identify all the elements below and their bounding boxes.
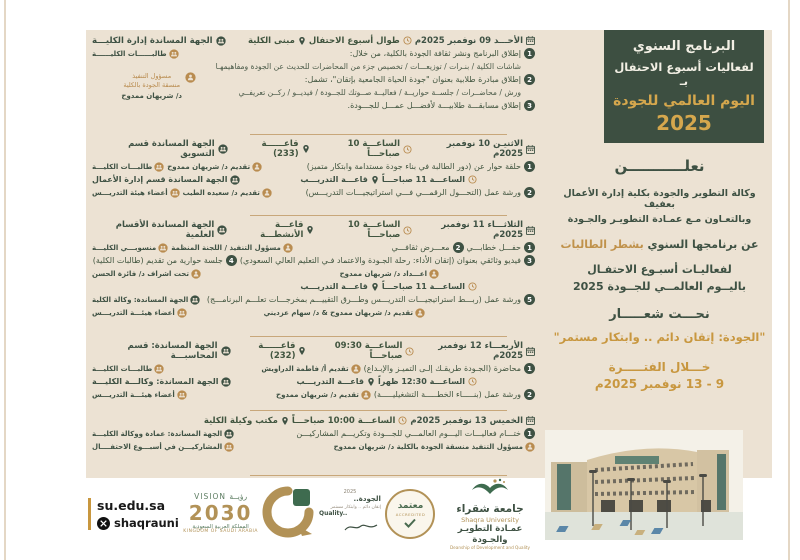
- people-icon: [154, 364, 164, 374]
- location-pin-icon: [302, 144, 310, 154]
- person-badge-icon: [191, 269, 201, 279]
- schedule-item: [92, 294, 535, 305]
- clock-icon: [405, 347, 414, 356]
- item-text: شاشات الكلية / بنـرات / توزيعـــات / تخصيص جزء من المحاضرات للحديث عن الجودة ومفاهيمهـا: [215, 62, 521, 71]
- university-emblem-icon: [469, 478, 511, 498]
- day-block-sunday: [92, 32, 535, 136]
- schedule-item: [92, 48, 535, 59]
- executor-label: مسؤول التنفيذ منسقة الجودة بالكلية د/ شريهان ممدوح: [333, 442, 523, 451]
- shaqra-university-logo: [440, 478, 540, 551]
- support-entity: الجهة المساندة قسم إدارة الأعمال: [92, 175, 228, 184]
- item-number-badge: 1: [524, 161, 535, 172]
- session-time: الساعـــة 12:30 ظهراً: [378, 377, 465, 386]
- location-pin-icon: [298, 346, 306, 356]
- item-text: ختـــام فعاليـــات اليـــوم العالمـــي للجـــودة وتكريـــم المشاركيـــن: [296, 429, 521, 438]
- announce-program: [547, 238, 772, 251]
- day-time: الساعـــة 10:00 صباحـــاً: [291, 415, 396, 426]
- people-icon: [218, 144, 228, 154]
- day-header: [92, 415, 535, 426]
- people-icon: [216, 36, 226, 46]
- presenter-chip: [167, 162, 262, 172]
- announce-program-branch: بشطر الطالبات: [560, 238, 644, 251]
- location-pin-icon: [281, 416, 289, 426]
- calendar-icon: [526, 145, 535, 154]
- quality-motto-block: [319, 489, 381, 539]
- clock-icon: [403, 226, 412, 235]
- clock-icon: [403, 36, 412, 45]
- audience-label: طالبـــات الكليـــة: [92, 364, 153, 373]
- program-title-line2: لفعاليات أسبوع الاحتفال بـ: [614, 60, 754, 88]
- vision-country-en: KINGDOM OF SAUDI ARABIA: [183, 528, 258, 534]
- program-title-year: 2025: [656, 111, 712, 135]
- day-block-tuesday: [92, 217, 535, 338]
- audience-label: أعضاء هيئة التدريـــس: [92, 188, 168, 197]
- item-text: ورشة عمل (التحـــول الرقمـــي فـــي استراتيجيـــات التدريـــس): [305, 188, 521, 197]
- people-icon: [224, 442, 234, 452]
- audience-chip: [92, 308, 187, 318]
- quality-slogan-small: إتقان دائم .. وابتكار مستمر: [330, 504, 381, 510]
- announce-agency: وكالة التطوير والجودة بكلية إدارة الأعمال بعفيف: [563, 188, 756, 210]
- audience-chip: [92, 364, 164, 374]
- session-subheader: [92, 174, 535, 185]
- day-time: الساعـــة 10 صباحـــاً: [347, 139, 401, 159]
- schedule-item: [92, 428, 535, 439]
- right-border-line: [788, 0, 790, 560]
- day-date: الاثنيـن 10 نوفمبر 2025م: [446, 139, 523, 159]
- people-icon: [230, 175, 240, 185]
- clock-icon: [403, 145, 412, 154]
- people-icon: [158, 243, 168, 253]
- presenter-icon: [415, 308, 425, 318]
- day-block-monday: [92, 136, 535, 217]
- website-url: su.edu.sa: [97, 498, 166, 513]
- social-handle: shaqrauni: [114, 516, 179, 530]
- executor-name: د/ شريهان ممدوح: [121, 91, 182, 100]
- audience-label: منسوبـــي الكليـــة: [92, 243, 157, 252]
- session-location: قاعـــة التدريـــب: [296, 377, 364, 386]
- item-number-badge: 2: [524, 74, 535, 85]
- announce-heading: نعلـــــــــــن: [614, 157, 705, 175]
- day-location: قاعــــــة (233): [261, 139, 299, 159]
- item-text: ورش / محاضــرات / جلســة حواريــة / فعاليــة صــوتك للجــودة / فيديــو / ركــن تعريفــي: [238, 88, 521, 97]
- vision-country-ar: المملكة العربية السعودية: [192, 523, 249, 530]
- deanship-name-en: Deanship of Development and Quality: [449, 545, 531, 551]
- schedule-item-continuation: [92, 61, 535, 72]
- item-number-badge: 2: [524, 389, 535, 400]
- schedule-item: [92, 100, 535, 111]
- day-location: قاعـــة الأنشطـــة: [260, 220, 304, 240]
- presenter-chip: [261, 364, 360, 374]
- support-entity: الجهة المساندة إدارة الكليـــة: [92, 35, 213, 46]
- audience-chip: [92, 442, 234, 452]
- calendar-icon: [526, 347, 535, 356]
- credits-row: [92, 441, 535, 452]
- vision-ar: رؤيــة: [229, 492, 248, 502]
- program-title-line1: البرنامج السنوي: [632, 39, 736, 54]
- day-header: [92, 35, 535, 46]
- audience-chip: [92, 243, 168, 253]
- people-icon: [221, 346, 231, 356]
- executor-role: مسؤول التنفيذ: [132, 72, 172, 80]
- university-building-photo: [545, 430, 743, 540]
- period-dates: 9 - 13 نوفمبر 2025م: [594, 377, 725, 391]
- audience-chip: [92, 390, 187, 400]
- announce-day: باليــوم العالمــي للجــودة 2025: [573, 280, 746, 293]
- person-badge-icon: [185, 72, 196, 83]
- person-badge-icon: [525, 442, 535, 452]
- people-icon: [169, 49, 179, 59]
- vision-2030-logo: [183, 493, 258, 534]
- support-entity: الجهة المساندة: وكالـــة الكليـــة: [92, 377, 219, 386]
- day-location: قاعــــــة (232): [258, 341, 296, 361]
- clock-icon: [468, 175, 477, 184]
- presenter-label: تقديم د/ شريهان ممدوح & د/ سهام عزديني: [263, 308, 413, 317]
- day-time: طوال أسبوع الاحتفال: [308, 35, 400, 46]
- accredited-seal: [385, 489, 435, 539]
- x-social-icon: [97, 517, 110, 530]
- item-text: ورشة عمل (بنـــــاء الخطـــــة التشغيليـــــة): [373, 390, 521, 399]
- support-entity: الجهة المساندة قسم التسويق: [128, 139, 215, 159]
- checkmark-icon: [404, 518, 416, 528]
- period-label: خـــلال الفتـــــرة: [608, 360, 711, 374]
- presenter-icon: [262, 188, 272, 198]
- audience-label: طالبـــات الكليـــة: [92, 162, 153, 171]
- people-icon: [224, 429, 234, 439]
- presenter-icon: [351, 364, 361, 374]
- item-number-badge: 3: [524, 255, 535, 266]
- support-entity: الجهة المساندة الأقسام العلمية: [115, 220, 215, 240]
- session-location: قاعـــة التدريـــب: [300, 175, 368, 184]
- seal-text-en: ACCREDITED: [395, 511, 426, 517]
- content-card: [86, 30, 772, 478]
- schedule-item: [92, 389, 535, 400]
- people-icon: [190, 295, 200, 305]
- quality-q-logo: [262, 486, 314, 542]
- announce-cooperation: وبالتعـاون مـع عمـادة التطويـر والجـودة: [567, 214, 752, 225]
- executor-block: [100, 72, 196, 101]
- university-name-en: Shaqra University: [461, 515, 519, 524]
- program-title-box: [604, 30, 764, 143]
- item-number-badge: 2: [524, 187, 535, 198]
- support-entity: الجهة المساندة: قسم المحاسبـــة: [127, 341, 218, 361]
- supervisor-label: تحت اشراف د/ فائزة الحسن: [92, 269, 189, 278]
- audience-label: المشاركيـــن في أسبـــوع الاحتفــــال: [92, 442, 223, 451]
- presenter-icon: [361, 390, 371, 400]
- presenter-label: تقديم أ/ فاطمة الدراويش: [261, 364, 349, 373]
- executor-chip: [171, 243, 293, 253]
- announcement-panel: [547, 30, 772, 478]
- executor-chip: [334, 442, 535, 452]
- vision-en: VISION: [194, 492, 226, 502]
- session-time: الساعـــة 11 صباحـــاً: [381, 175, 465, 184]
- item-number-badge: 1: [524, 48, 535, 59]
- location-pin-icon: [367, 377, 375, 387]
- quality-year: 2025: [343, 488, 357, 495]
- item-text: إطلاق مسابقـــة طلابيـــة لأفضـــل عمـــل للجـــودة.: [347, 101, 521, 110]
- footer-logo-strip: [88, 484, 540, 551]
- people-icon: [170, 188, 180, 198]
- social-row: [97, 516, 179, 530]
- location-pin-icon: [371, 175, 379, 185]
- program-title-line3: اليوم العالمي للجودة: [613, 93, 755, 109]
- schedule-item: [92, 255, 535, 266]
- presenter-label: تقديم د/ شريهان ممدوح: [276, 390, 359, 399]
- executor-title: منسقة الجودة بالكلية: [123, 81, 181, 90]
- day-time: الساعـــة 10 صباحـــاً: [347, 220, 401, 240]
- university-links-block: [88, 498, 179, 530]
- item-text: معـــرض ثقافـــي: [391, 243, 450, 252]
- day-time: الساعـــة 09:30 صباحـــاً: [334, 341, 403, 361]
- day-date: الأحـــد 09 نوفمبر 2025م: [414, 35, 523, 46]
- quality-title-en: Quality..: [318, 510, 348, 518]
- credits-row: [92, 307, 535, 318]
- item-number-badge: 2: [453, 242, 464, 253]
- presenter-chip: [264, 308, 425, 318]
- person-badge-icon: [283, 243, 293, 253]
- location-pin-icon: [306, 225, 314, 235]
- day-date: الثلاثـــاء 11 نوفمبر 2025م: [441, 220, 523, 240]
- item-number-badge: 1: [524, 242, 535, 253]
- people-icon: [177, 308, 187, 318]
- left-border-line: [4, 0, 6, 560]
- audience-chip: [92, 188, 180, 198]
- session-subheader: [92, 281, 535, 292]
- clock-icon: [398, 416, 407, 425]
- audience-label: طالبــــــات الكليــــــة: [92, 49, 167, 58]
- presenter-label: تقديم د/ سعيده الطيب: [182, 188, 260, 197]
- item-text: إطلاق البرنامج ونشر ثقافة الجودة بالكلية، من خلال:: [349, 49, 521, 58]
- university-name-ar: جامعة شقراء: [456, 502, 524, 515]
- executor-text: [121, 72, 182, 101]
- people-icon: [154, 162, 164, 172]
- audience-label: أعضاء هيئـــة التدريـــس: [92, 390, 175, 399]
- calendar-icon: [526, 416, 535, 425]
- support-label: الجهة المساندة: وكالة الكلية: [92, 295, 189, 304]
- session-subheader: [92, 376, 535, 387]
- location-pin-icon: [298, 36, 306, 46]
- item-text: إطلاق مبادرة طلابية بعنوان "جودة الحياة الجامعية بإتقان"، تشمل:: [304, 75, 521, 84]
- calendar-icon: [526, 36, 535, 45]
- schedule-item: [92, 187, 535, 198]
- schedule-area: [86, 30, 543, 478]
- audience-label: أعضاء هيئـــة التدريـــس: [92, 308, 175, 317]
- signature-scribble: [341, 521, 381, 533]
- item-text: محاضرة (الجـودة طريقـك إلـى التميـز والإبـداع): [363, 364, 521, 373]
- preparer-chip: [340, 269, 439, 279]
- clock-icon: [468, 282, 477, 291]
- executor-label: مسؤول التنفيذ / اللجنة المنظمة: [171, 243, 281, 252]
- session-time: الساعـــة 11 صباحـــاً: [381, 282, 465, 291]
- announce-program-text: عن برنامجها السنوي: [647, 238, 759, 251]
- quality-slogan: "الجودة: إتقان دائم .. وابتكار مستمر": [553, 330, 766, 344]
- item-number-badge: 4: [226, 255, 237, 266]
- clock-icon: [468, 377, 477, 386]
- item-text: جلسة حوارية من تقديم (طالبات الكلية): [92, 256, 223, 265]
- deanship-name-ar: عمـادة التطويـر والجـودة: [457, 523, 523, 545]
- presenter-chip: [183, 188, 272, 198]
- day-location: مبنى الكلية: [247, 35, 295, 46]
- day-block-thursday: [92, 412, 535, 477]
- people-icon: [177, 390, 187, 400]
- item-text: فيديو وثائقي بعنوان (إتقان الأداء: رحلة الجـودة والاعتماد فـي التعليم العالي السعودي): [239, 256, 521, 265]
- calendar-icon: [526, 226, 535, 235]
- day-date: الأربعـــاء 12 نوفمبر 2025م: [438, 341, 523, 361]
- schedule-item: [92, 161, 535, 172]
- announce-under-motto: نحـــت شعـــــار: [609, 307, 710, 322]
- seal-text-ar: معتمد: [397, 500, 424, 511]
- preparer-label: اعـــداد د/ شريهان ممدوح: [339, 269, 427, 278]
- item-number-badge: 5: [524, 294, 535, 305]
- quality-title-ar: الجودة..: [353, 495, 381, 504]
- item-number-badge: 1: [524, 363, 535, 374]
- people-icon: [217, 225, 227, 235]
- person-badge-icon: [429, 269, 439, 279]
- location-pin-icon: [371, 282, 379, 292]
- supervisor-chip: [92, 269, 201, 279]
- audience-chip: [92, 162, 164, 172]
- item-text: ورشة عمل (ربـــط استراتيجيـــات التدريـــس وطـــرق التقييـــم بمخرجـــات تعلـــم البرنامـــج): [206, 295, 521, 304]
- announce-events: لفعاليـات أسبـوع الاحتفـال: [587, 263, 732, 276]
- day-block-wednesday: [92, 338, 535, 412]
- item-text: حلقة حوار عن (دور الطالبة في بناء جودة مستدامة وابتكار متميز): [306, 162, 521, 171]
- presenter-icon: [252, 162, 262, 172]
- day-date: الخميس 13 نوفمبر 2025م: [410, 415, 523, 426]
- people-icon: [221, 377, 231, 387]
- item-number-badge: 3: [524, 100, 535, 111]
- item-number-badge: 1: [524, 428, 535, 439]
- day-location: مكتب وكيلة الكلية: [203, 415, 278, 426]
- vision-year: 2030: [188, 500, 253, 525]
- credits-row: [92, 268, 535, 279]
- presenter-chip: [276, 390, 371, 400]
- day-header: [92, 139, 535, 159]
- support-chip: [92, 429, 234, 439]
- presenter-label: تقديم د/ شريهان ممدوح: [167, 162, 251, 171]
- schedule-item: [92, 363, 535, 374]
- support-chip: [92, 295, 200, 305]
- session-location: قاعـــة التدريـــب: [300, 282, 368, 291]
- support-label: الجهة المساندة: عمادة ووكالة الكليـــة: [92, 429, 223, 438]
- item-text: حفـــل خطابـــي: [466, 243, 521, 252]
- schedule-item: [92, 242, 535, 253]
- audience-chip: [92, 49, 179, 59]
- day-header: [92, 220, 535, 240]
- day-header: [92, 341, 535, 361]
